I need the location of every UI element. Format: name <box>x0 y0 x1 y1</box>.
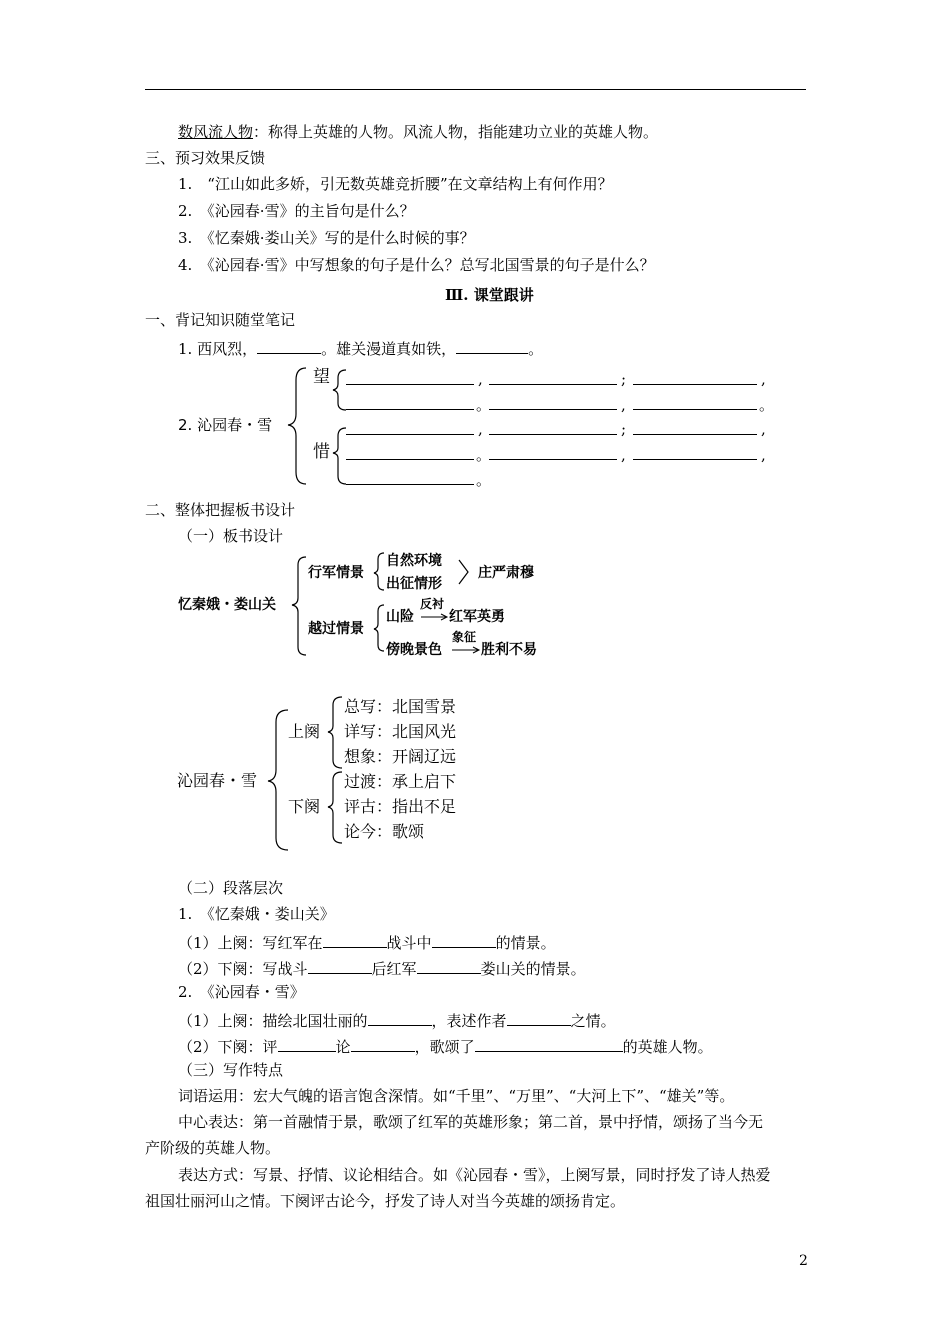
punct: , <box>621 396 626 414</box>
text: 。雄关漫道真如铁， <box>321 340 457 358</box>
blank <box>346 459 474 460</box>
subsection-title: （三）写作特点 <box>178 1061 284 1079</box>
subsection-title: （二）段落层次 <box>178 879 284 897</box>
text: （1）上阕：写红军在 <box>178 934 323 952</box>
diagram-item: 想象：开阔辽远 <box>344 747 457 766</box>
blank <box>432 933 496 948</box>
text: （2）下阕：评 <box>178 1038 278 1056</box>
punct: , <box>478 370 483 388</box>
diagram-item: 傍晚景色 <box>386 642 442 658</box>
section-title: 二、整体把握板书设计 <box>145 501 296 519</box>
punct: ; <box>621 420 627 438</box>
blank <box>489 409 617 410</box>
section-title: 三、预习效果反馈 <box>145 149 266 167</box>
blank <box>346 409 474 410</box>
xi-label: 惜 <box>313 442 330 462</box>
text: ，表述作者 <box>431 1012 507 1030</box>
blank <box>489 459 617 460</box>
punct: , <box>761 420 766 438</box>
paragraph: 词语运用：宏大气魄的语言饱含深情。如“千里”、“万里”、“大河上下”、“雄关”等。 <box>178 1087 735 1105</box>
blank <box>475 1037 623 1052</box>
blank <box>489 434 617 435</box>
question-item: 1. “江山如此多娇，引无数英雄竞折腰”在文章结构上有何作用？ <box>178 175 613 193</box>
text: 后红军 <box>371 960 417 978</box>
diagram-item: 过渡：承上启下 <box>344 772 457 791</box>
question-item: 4. 《沁园春·雪》中写想象的句子是什么？总写北国雪景的句子是什么？ <box>178 256 655 274</box>
page-number: 2 <box>799 1253 808 1269</box>
blank <box>507 1011 571 1026</box>
wang-label: 望 <box>313 367 330 387</box>
diagram-branch: 行军情景 <box>308 565 364 581</box>
diagram-root: 沁园春・雪 <box>177 771 258 790</box>
diagram-result: 庄严肃穆 <box>478 565 534 581</box>
diagram-item: 出征情形 <box>386 576 442 592</box>
blank <box>346 484 474 485</box>
punct: , <box>478 420 483 438</box>
diagram-branch: 下阕 <box>288 797 321 816</box>
diagram-item: 总写：北国雪景 <box>344 697 457 716</box>
arrow-label: 象征 <box>452 630 477 644</box>
term: 数风流人物 <box>178 123 254 141</box>
text: ，歌颂了 <box>414 1038 475 1056</box>
section-title: 一、背记知识随堂笔记 <box>145 311 296 329</box>
text: 论 <box>335 1038 351 1056</box>
text: 的英雄人物。 <box>622 1038 713 1056</box>
text: 的情景。 <box>495 934 556 952</box>
diagram-root: 忆秦娥・娄山关 <box>178 597 276 613</box>
diagram-item: 论今：歌颂 <box>344 822 425 841</box>
blank <box>308 959 372 974</box>
blank <box>346 384 474 385</box>
term-definition: ：称得上英雄的人物。风流人物，指能建功立业的英雄人物。 <box>253 123 659 141</box>
diagram-branch: 越过情景 <box>308 621 364 637</box>
diagram-item: 胜利不易 <box>481 642 537 658</box>
blank <box>417 959 481 974</box>
paragraph: 表达方式：写景、抒情、议论相结合。如《沁园春・雪》，上阕写景，同时抒发了诗人热爱 <box>178 1166 771 1184</box>
question-item: 3. 《忆秦娥·娄山关》写的是什么时候的事？ <box>178 229 475 247</box>
blank <box>368 1011 432 1026</box>
text: 之情。 <box>570 1012 616 1030</box>
paragraph: 祖国壮丽河山之情。下阕评古论今，抒发了诗人对当今英雄的颂扬肯定。 <box>145 1192 626 1210</box>
question-item: 2. 《沁园春·雪》的主旨句是什么？ <box>178 202 415 220</box>
fill-in-line <box>178 1037 713 1055</box>
diagram-item: 详写：北国风光 <box>344 722 457 741</box>
diagram-branch: 上阕 <box>288 722 321 741</box>
punct: , <box>621 446 626 464</box>
blank <box>489 384 617 385</box>
blank <box>346 434 474 435</box>
fill-in-line <box>178 959 586 977</box>
blank <box>278 1037 336 1052</box>
text: （1）上阕：描绘北国壮丽的 <box>178 1012 368 1030</box>
section-heading: Ⅲ. 课堂跟讲 <box>445 286 534 304</box>
paragraph: 中心表达：第一首融情于景，歌颂了红军的英雄形象；第二首，景中抒情，颂扬了当今无 <box>178 1113 764 1131</box>
blank <box>633 434 757 435</box>
punct: 。 <box>476 396 492 414</box>
diagram-item: 评古：指出不足 <box>344 797 457 816</box>
fill-in-line <box>178 1011 616 1029</box>
punct: 。 <box>476 446 492 464</box>
punct: 。 <box>476 471 492 489</box>
blank <box>323 933 387 948</box>
text: 战斗中 <box>386 934 432 952</box>
text: （2）下阕：写战斗 <box>178 960 308 978</box>
arrow-label: 反衬 <box>420 597 445 611</box>
diagram-item: 自然环境 <box>386 553 442 569</box>
diagram-item: 山险 <box>386 609 414 625</box>
punct: 。 <box>759 396 775 414</box>
punct: , <box>761 370 766 388</box>
diagram-item: 红军英勇 <box>449 609 505 625</box>
text: 娄山关的情景。 <box>480 960 586 978</box>
item-title: 1. 《忆秦娥・娄山关》 <box>178 905 335 923</box>
blank <box>633 384 757 385</box>
poem-title: 2. 沁园春・雪 <box>178 416 273 434</box>
blank <box>633 409 757 410</box>
subsection-title: （一）板书设计 <box>178 527 284 545</box>
blank <box>633 459 757 460</box>
paragraph: 产阶级的英雄人物。 <box>145 1139 281 1157</box>
punct: , <box>761 446 766 464</box>
item-title: 2. 《沁园春・雪》 <box>178 983 305 1001</box>
text: 。 <box>528 340 544 358</box>
text: 1. 西风烈， <box>178 340 258 358</box>
fill-in-line <box>178 933 556 951</box>
punct: ; <box>621 370 627 388</box>
blank <box>351 1037 415 1052</box>
